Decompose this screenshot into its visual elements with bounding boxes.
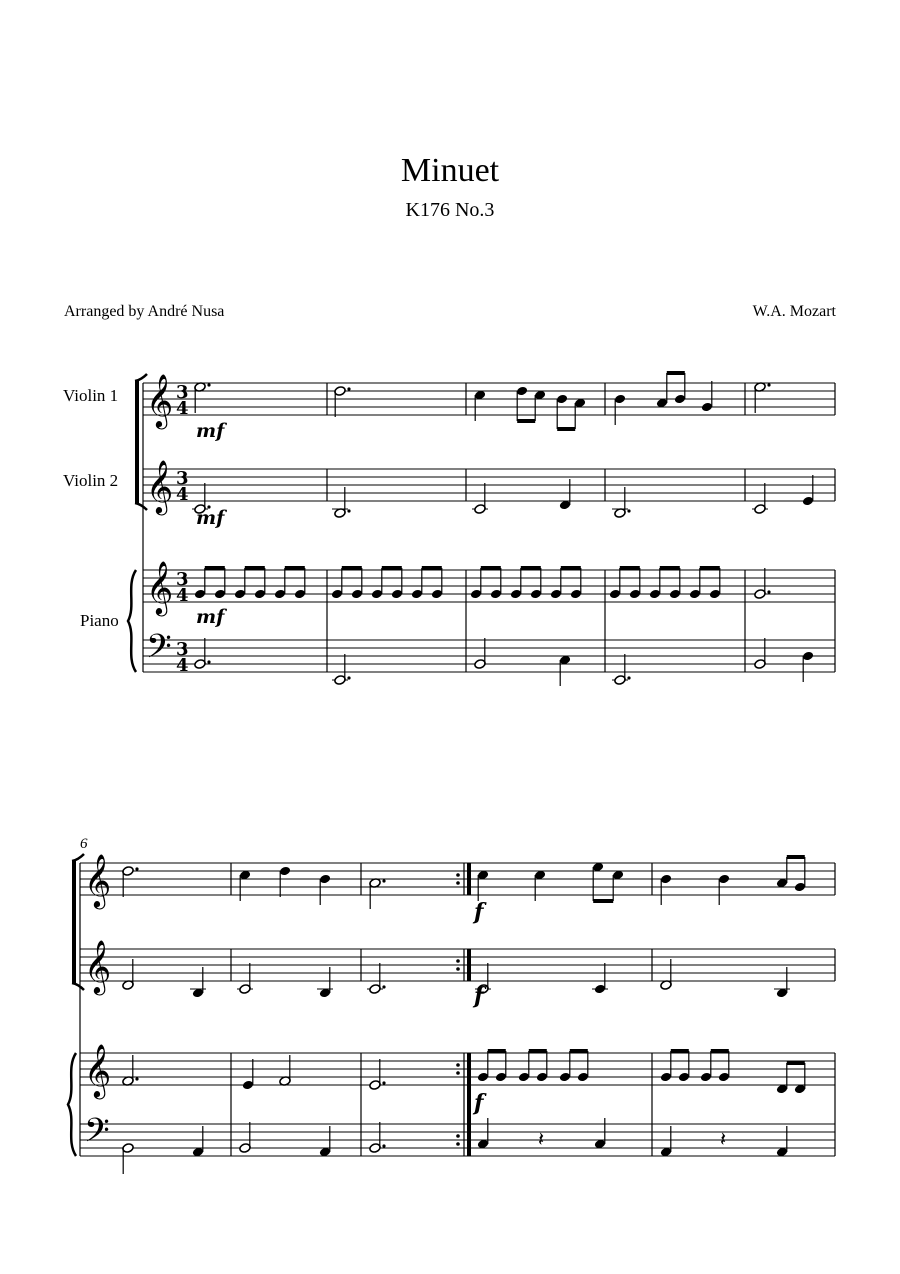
bracket (72, 861, 76, 983)
time-signature-upper: 3 (176, 468, 189, 489)
quarter-rest-icon: 𝄽 (720, 1127, 727, 1151)
time-signature-upper: 3 (176, 639, 189, 660)
dynamic-marking: mf (196, 606, 225, 628)
score-title: Minuet (400, 152, 500, 189)
dynamic-marking: f (474, 899, 484, 925)
note-dot (347, 509, 350, 512)
repeat-dot (456, 1063, 460, 1067)
staff-lines (80, 383, 835, 1156)
dynamics (196, 420, 487, 1116)
note-dot (627, 676, 630, 679)
piano-brace (128, 570, 136, 672)
clefs (84, 373, 173, 1158)
composer-credit: W.A. Mozart (752, 303, 836, 320)
bracket-hook (72, 983, 84, 990)
quarter-rest-icon: 𝄽 (538, 1127, 545, 1151)
note-dot (382, 985, 385, 988)
instrument-label-piano: Piano (80, 611, 119, 630)
dynamic-marking: f (474, 1090, 484, 1116)
repeat-dot (456, 873, 460, 877)
instrument-label-violin-1: Violin 1 (63, 386, 119, 405)
treble-clef-icon: 𝄞 (84, 853, 112, 907)
note-dot (382, 879, 385, 882)
treble-clef-icon: 𝄞 (84, 1043, 112, 1097)
piano-brace (68, 1053, 76, 1156)
note-dot (135, 1077, 138, 1080)
repeat-dot (456, 959, 460, 963)
note-dot (135, 867, 138, 870)
note-dot (767, 383, 770, 386)
time-signatures (176, 382, 189, 676)
time-signature-upper: 3 (176, 569, 189, 590)
repeat-dot (456, 967, 460, 971)
score-subtitle: K176 No.3 (405, 199, 495, 221)
time-signature-lower: 4 (176, 484, 189, 505)
dynamic-marking: f (474, 983, 484, 1009)
dynamic-marking: mf (196, 507, 225, 529)
dynamic-marking: mf (196, 420, 225, 442)
treble-clef-icon: 𝄞 (84, 939, 112, 993)
treble-clef-icon: 𝄞 (146, 373, 174, 427)
repeat-dot (456, 1134, 460, 1138)
bass-clef-icon: 𝄢 (146, 628, 172, 674)
bass-clef-icon: 𝄢 (84, 1112, 110, 1158)
time-signature-lower: 4 (176, 655, 189, 676)
note-dot (627, 509, 630, 512)
repeat-dot (456, 881, 460, 885)
time-signature-upper: 3 (176, 382, 189, 403)
arranger-credit: Arranged by André Nusa (64, 303, 225, 320)
time-signature-lower: 4 (176, 585, 189, 606)
note-dot (347, 387, 350, 390)
note-dot (382, 1144, 385, 1147)
note-dot (767, 590, 770, 593)
repeat-dot (456, 1142, 460, 1146)
note-dot (347, 676, 350, 679)
time-signature-lower: 4 (176, 398, 189, 419)
barlines (80, 383, 835, 1156)
measure-number: 6 (80, 836, 88, 852)
instrument-label-violin-2: Violin 2 (63, 471, 119, 490)
note-dot (207, 660, 210, 663)
bracket-hook (72, 854, 84, 861)
treble-clef-icon: 𝄞 (146, 459, 174, 513)
repeat-dot (456, 1071, 460, 1075)
note-dot (207, 383, 210, 386)
note-dot (382, 1081, 385, 1084)
treble-clef-icon: 𝄞 (146, 560, 174, 614)
bracket (135, 381, 139, 503)
